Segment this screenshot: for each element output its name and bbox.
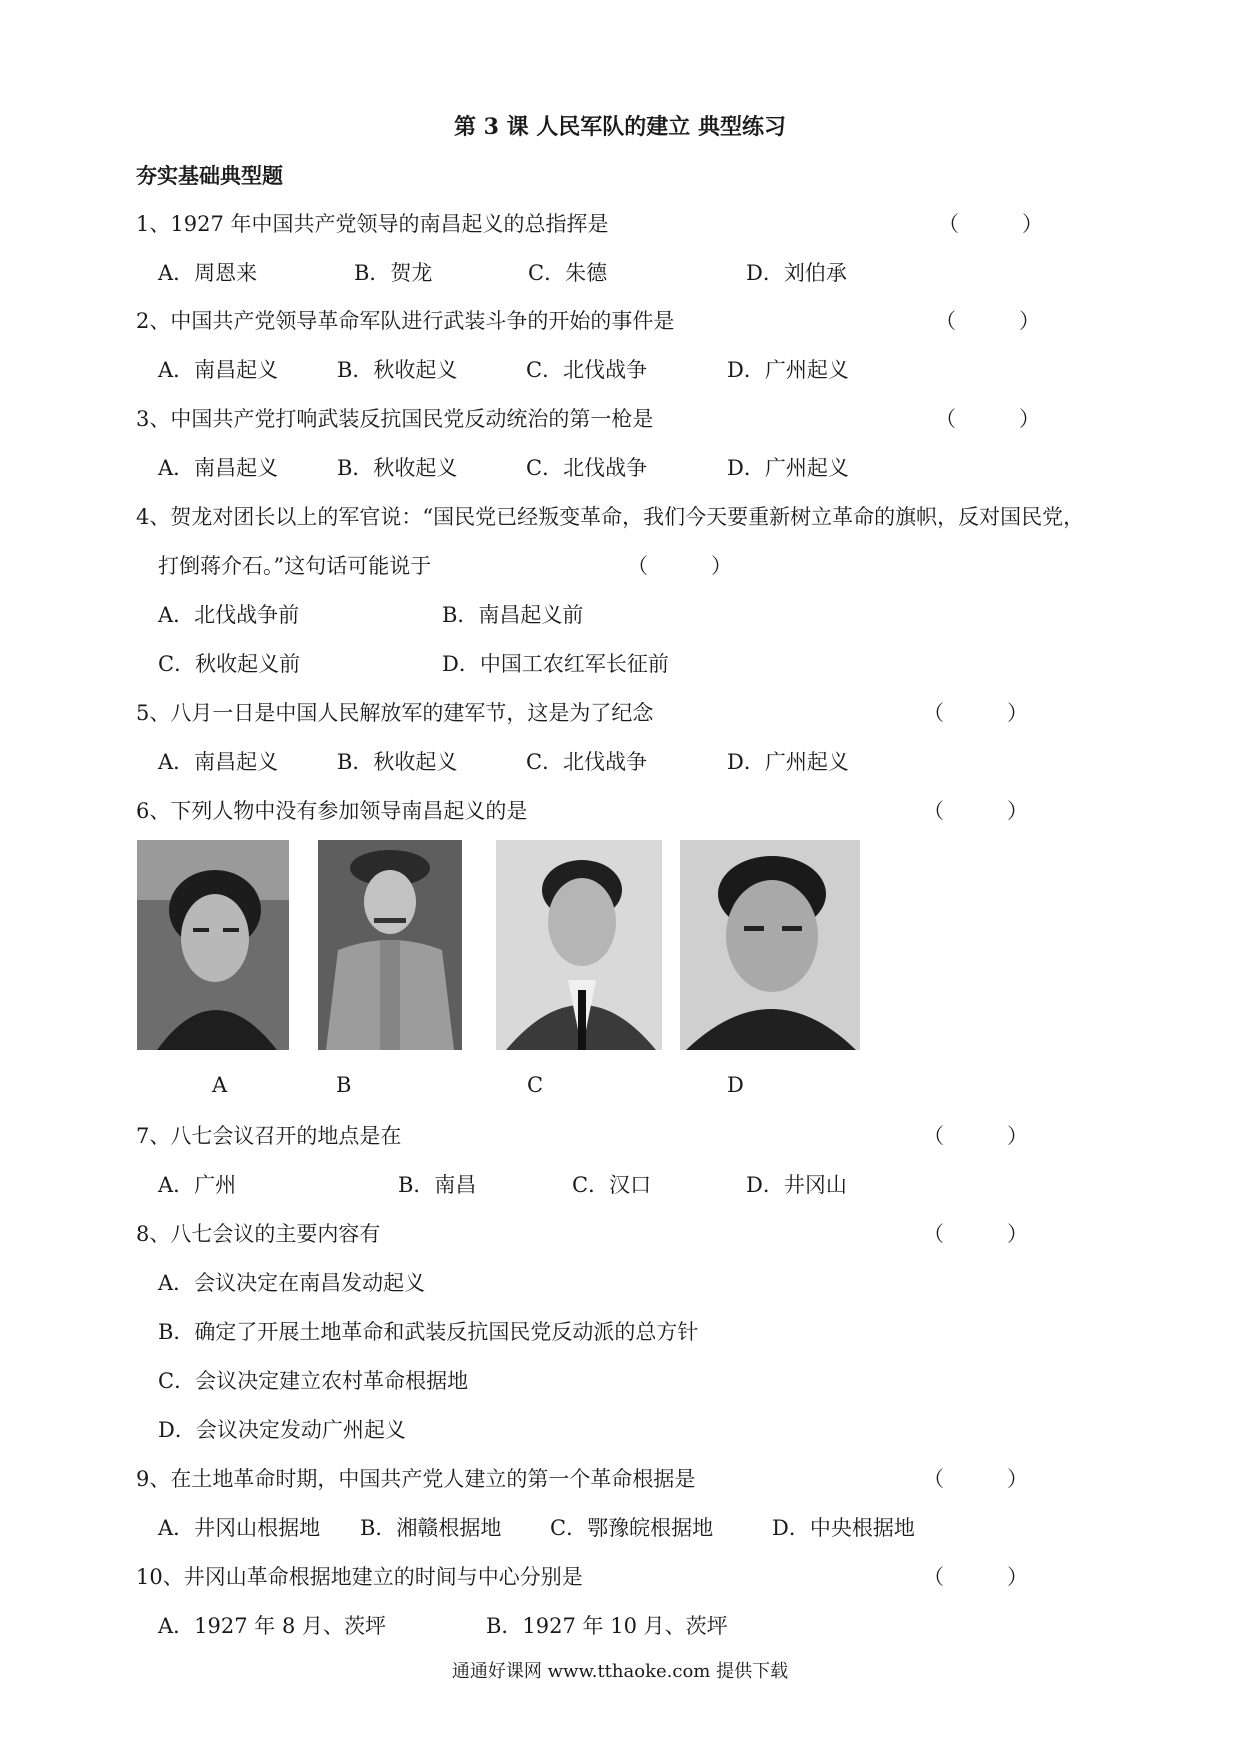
question-10-answer-blank[interactable]: （ ） [923, 1565, 1028, 1589]
question-8-stem: 8、八七会议的主要内容有 [136, 1222, 381, 1246]
question-10-option-a: A．1927 年 8 月、茨坪 [158, 1614, 386, 1638]
question-5-answer-blank[interactable]: （ ） [923, 701, 1028, 725]
section-heading: 夯实基础典型题 [136, 163, 283, 188]
question-5-option-d: D．广州起义 [727, 750, 849, 774]
photo-label-d: D [727, 1073, 744, 1097]
question-6-answer-blank[interactable]: （ ） [923, 799, 1028, 823]
portrait-photo-d [680, 840, 860, 1050]
question-10-option-b: B．1927 年 10 月、茨坪 [486, 1614, 728, 1638]
photo-label-a: A [212, 1073, 228, 1097]
question-8-option-a: A．会议决定在南昌发动起义 [158, 1271, 426, 1295]
question-6-stem: 6、下列人物中没有参加领导南昌起义的是 [136, 799, 528, 823]
question-9-answer-blank[interactable]: （ ） [923, 1467, 1028, 1491]
portrait-photo-b [318, 840, 462, 1050]
question-1-option-d: D．刘伯承 [746, 261, 847, 285]
question-8-option-d: D．会议决定发动广州起义 [158, 1418, 406, 1442]
question-1-option-c: C．朱德 [528, 261, 608, 285]
portrait-photo-c [496, 840, 662, 1050]
question-4-answer-blank[interactable]: （ ） [627, 554, 732, 578]
question-7-option-d: D．井冈山 [746, 1173, 847, 1197]
question-1-option-a: A．周恩来 [158, 261, 258, 285]
question-4-stem-continued: 打倒蒋介石。”这句话可能说于 [158, 554, 432, 578]
question-4-option-c: C．秋收起义前 [158, 652, 301, 676]
question-7-stem: 7、八七会议召开的地点是在 [136, 1124, 402, 1148]
question-3-option-a: A．南昌起义 [158, 456, 279, 480]
question-1-stem: 1、1927 年中国共产党领导的南昌起义的总指挥是 [136, 212, 609, 236]
question-4-option-b: B．南昌起义前 [442, 603, 584, 627]
question-9-option-c: C．鄂豫皖根据地 [550, 1516, 714, 1540]
question-2-option-d: D．广州起义 [727, 358, 849, 382]
question-10-stem: 10、井冈山革命根据地建立的时间与中心分别是 [136, 1565, 583, 1589]
question-7-option-c: C．汉口 [572, 1173, 652, 1197]
question-9-option-d: D．中央根据地 [772, 1516, 915, 1540]
question-3-answer-blank[interactable]: （ ） [935, 407, 1040, 431]
question-7-option-a: A．广州 [158, 1173, 237, 1197]
question-1-option-b: B．贺龙 [354, 261, 433, 285]
question-8-answer-blank[interactable]: （ ） [923, 1222, 1028, 1246]
question-9-stem: 9、在土地革命时期，中国共产党人建立的第一个革命根据是 [136, 1467, 696, 1491]
question-9-option-a: A．井冈山根据地 [158, 1516, 321, 1540]
footer-credit: 通通好课网 www.tthaoke.com 提供下载 [451, 1661, 789, 1682]
question-7-answer-blank[interactable]: （ ） [923, 1124, 1028, 1148]
question-2-option-a: A．南昌起义 [158, 358, 279, 382]
question-2-option-c: C．北伐战争 [526, 358, 648, 382]
question-9-option-b: B．湘赣根据地 [360, 1516, 502, 1540]
page-title: 第 3 课 人民军队的建立 典型练习 [454, 114, 786, 140]
question-8-option-b: B．确定了开展土地革命和武装反抗国民党反动派的总方针 [158, 1320, 699, 1344]
question-3-stem: 3、中国共产党打响武装反抗国民党反动统治的第一枪是 [136, 407, 654, 431]
question-7-option-b: B．南昌 [398, 1173, 477, 1197]
question-2-answer-blank[interactable]: （ ） [935, 309, 1040, 333]
question-3-option-b: B．秋收起义 [337, 456, 458, 480]
question-3-option-c: C．北伐战争 [526, 456, 648, 480]
photo-label-c: C [527, 1073, 544, 1097]
question-2-stem: 2、中国共产党领导革命军队进行武装斗争的开始的事件是 [136, 309, 675, 333]
question-4-option-d: D．中国工农红军长征前 [442, 652, 669, 676]
question-5-option-c: C．北伐战争 [526, 750, 648, 774]
question-3-option-d: D．广州起义 [727, 456, 849, 480]
question-4-option-a: A．北伐战争前 [158, 603, 300, 627]
question-1-answer-blank[interactable]: （ ） [938, 212, 1043, 236]
question-5-option-a: A．南昌起义 [158, 750, 279, 774]
question-5-option-b: B．秋收起义 [337, 750, 458, 774]
question-8-option-c: C．会议决定建立农村革命根据地 [158, 1369, 469, 1393]
question-5-stem: 5、八月一日是中国人民解放军的建军节，这是为了纪念 [136, 701, 654, 725]
question-2-option-b: B．秋收起义 [337, 358, 458, 382]
question-4-stem: 4、贺龙对团长以上的军官说：“国民党已经叛变革命，我们今天要重新树立革命的旗帜，反对国民党， [136, 505, 1085, 529]
photo-label-b: B [336, 1073, 352, 1097]
portrait-photo-a [137, 840, 289, 1050]
